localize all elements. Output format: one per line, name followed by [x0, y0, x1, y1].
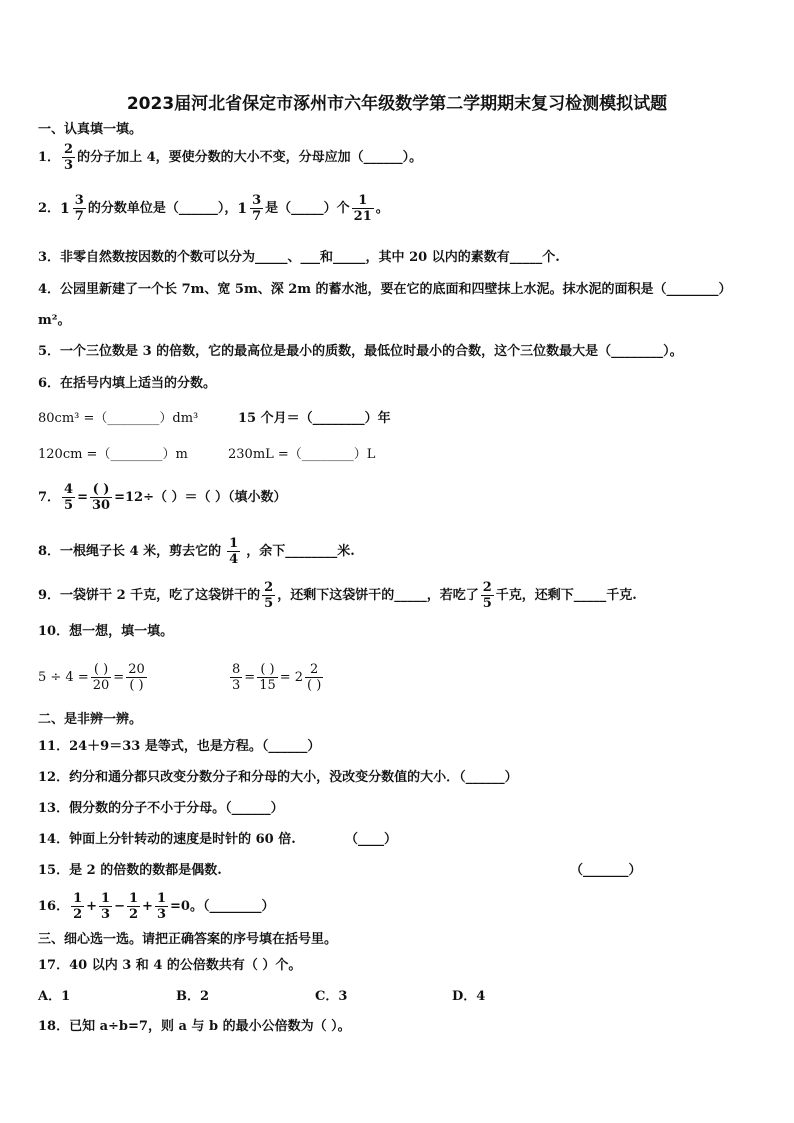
question-4-unit: m²。 — [38, 313, 71, 328]
question-text: 的分子加上 4，要使分数的大小不变，分母应加（______）。 — [77, 150, 423, 165]
question-6: 6．在括号内填上适当的分数。 — [38, 376, 217, 391]
question-1 — [38, 142, 422, 173]
section-3-heading: 三、细心选一选。请把正确答案的序号填在括号里。 — [38, 932, 338, 947]
question-5: 5．一个三位数是 3 的倍数，它的最高位是最小的质数，最低位时最小的合数，这个三位数最大是（________）。 — [38, 344, 683, 359]
option-c: C．3 — [315, 989, 348, 1004]
section-1-heading: 一、认真填一填。 — [38, 122, 143, 137]
question-2: 2． 1 $\frac{3}{7}$ 的分数单位是（______）， 1 $\frac{3}{7}$ 是（_____）个 $\frac{1}{21}$ 。 — [38, 193, 389, 224]
section-2-heading: 二、是非辨一辨。 — [38, 712, 143, 727]
question-7: 7． $\frac{4}{5}$ = $\frac{( )}{30}$ =12÷（ ）＝（ ）（填小数） — [38, 482, 287, 513]
question-4: 4．公园里新建了一个长 7m、宽 5m、深 2m 的蓄水池，要在它的底面和四壁抹上水泥。抹水泥的面积是（________） — [38, 282, 732, 297]
option-d: D．4 — [452, 989, 486, 1004]
question-12: 12．约分和通分都只改变分数分子和分母的大小，没改变分数值的大小．（______） — [38, 770, 518, 785]
question-17: 17．40 以内 3 和 4 的公倍数共有（ ）个。 — [38, 958, 302, 973]
page-title: 2023届河北省保定市涿州市六年级数学第二学期期末复习检测模拟试题 — [126, 94, 668, 114]
fraction: $\frac{2}{3}$ — [64, 142, 74, 173]
question-18: 18．已知 a÷b=7，则 a 与 b 的最小公倍数为（ ）。 — [38, 1019, 351, 1034]
question-3: 3．非零自然数按因数的个数可以分为_____、___和_____，其中 20 以内的素数有_____个. — [38, 250, 560, 265]
question-number: 1． — [38, 150, 61, 165]
option-b: B．2 — [176, 989, 210, 1004]
question-16: 16． $\frac{1}{2}$ + $\frac{1}{3}$ − $\frac{1}{2}$ + $\frac{1}{3}$ =0。（________） — [38, 891, 275, 922]
question-10-right: $\frac{8}{3}$ = $\frac{( )}{15}$ = 2 $\frac{2}{( )}$ — [232, 662, 322, 693]
question-10-left: 5 ÷ 4 = $\frac{( )}{20}$ = $\frac{20}{( )}$ — [38, 662, 145, 693]
question-11: 11．24＋9＝33 是等式，也是方程。（______） — [38, 739, 321, 754]
question-14: 14．钟面上分针转动的速度是时针的 60 倍. — [38, 832, 296, 847]
question-14-answer: （____） — [345, 832, 398, 847]
question-6-d: 230mL =（________）L — [228, 447, 376, 462]
question-13: 13．假分数的分子不小于分母。（______） — [38, 801, 284, 816]
question-10: 10．想一想，填一填。 — [38, 624, 174, 639]
question-9: 9．一袋饼干 2 千克，吃了这袋饼干的 $\frac{2}{5}$ ，还剩下这袋饼干的_____，若吃了 $\frac{2}{5}$ 千克，还剩下_____千克. — [38, 580, 637, 611]
question-6-b: 15 个月＝（________）年 — [238, 411, 391, 426]
question-15-answer: （_______） — [570, 863, 642, 878]
question-15: 15．是 2 的倍数的数都是偶数. — [38, 863, 222, 878]
question-6-a: 80cm³ =（________）dm³ — [38, 411, 199, 426]
option-a: A．1 — [38, 989, 71, 1004]
question-6-c: 120cm =（________）m — [38, 447, 188, 462]
question-8: 8．一根绳子长 4 米，剪去它的 $\frac{1}{4}$ ，余下________米. — [38, 536, 355, 567]
